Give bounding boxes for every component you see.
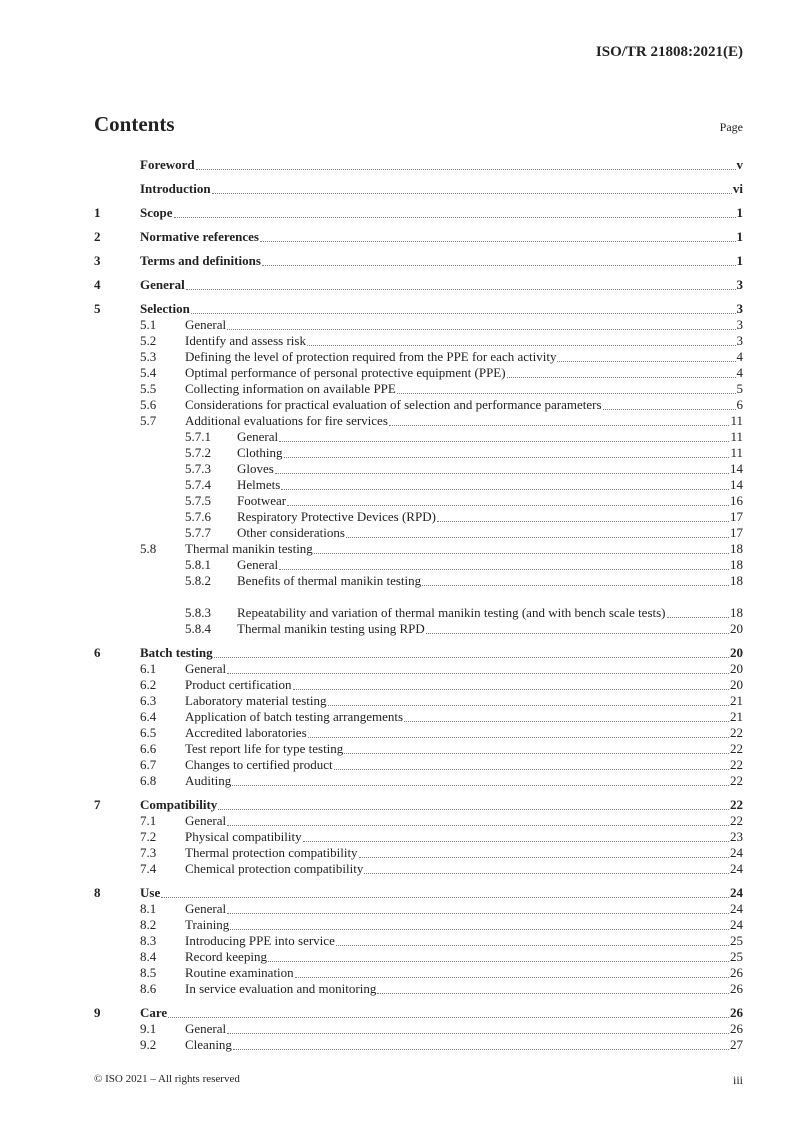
toc-entry-number: 5.4: [140, 365, 157, 380]
toc-entry-page: 3: [736, 301, 743, 316]
toc-entry-number: 5.6: [140, 397, 157, 412]
toc-entry-title: Identify and assess risk: [185, 333, 306, 348]
dot-leader: [230, 929, 729, 930]
toc-entry-page: 26: [730, 1021, 743, 1036]
toc-entry[interactable]: [94, 885, 743, 901]
dot-leader: [268, 961, 729, 962]
toc-entry-page: 21: [730, 709, 743, 724]
toc-entry-page: 24: [730, 845, 743, 860]
toc-entry[interactable]: [94, 253, 743, 269]
toc-entry[interactable]: [94, 397, 743, 413]
toc-entry[interactable]: [94, 461, 743, 477]
toc-entry[interactable]: [94, 157, 743, 173]
dot-leader: [359, 857, 729, 858]
toc-entry-page: 20: [730, 621, 743, 636]
dot-leader: [667, 617, 729, 618]
dot-leader: [334, 769, 729, 770]
toc-entry-number: 6.6: [140, 741, 157, 756]
dot-leader: [344, 753, 729, 754]
dot-leader: [196, 169, 736, 170]
toc-entry[interactable]: [94, 965, 743, 981]
dot-leader: [287, 505, 729, 506]
toc-entry-number: 5.5: [140, 381, 157, 396]
toc-entry-title: Care: [140, 1005, 168, 1020]
toc-entry-page: 22: [730, 797, 743, 812]
dot-leader: [426, 633, 729, 634]
toc-entry-page: 3: [736, 317, 743, 332]
toc-entry-title: Introducing PPE into service: [185, 933, 335, 948]
toc-entry-title: Laboratory material testing: [185, 693, 327, 708]
toc-entry-number: 5.7.7: [185, 525, 211, 540]
toc-entry-number: 5.8.4: [185, 621, 211, 636]
toc-entry[interactable]: [94, 725, 743, 741]
dot-leader: [233, 1049, 729, 1050]
toc-entry[interactable]: [94, 1021, 743, 1037]
toc-entry[interactable]: [94, 693, 743, 709]
toc-entry-number: 5.7.5: [185, 493, 211, 508]
toc-entry-title: Helmets: [237, 477, 281, 492]
toc-entry-number: 5.8: [140, 541, 157, 556]
toc-entry-title: Foreword: [140, 157, 195, 172]
toc-entry-page: 26: [730, 1005, 743, 1020]
toc-entry-page: 4: [736, 365, 743, 380]
dot-leader: [260, 241, 736, 242]
toc-entry-page: 22: [730, 757, 743, 772]
dot-leader: [191, 313, 736, 314]
toc-entry-number: 8.3: [140, 933, 157, 948]
dot-leader: [314, 553, 729, 554]
toc-entry-page: 11: [730, 429, 743, 444]
toc-entry-page: 22: [730, 725, 743, 740]
toc-entry-page: 14: [730, 461, 743, 476]
toc-entry-title: Routine examination: [185, 965, 294, 980]
toc-entry-title: Use: [140, 885, 161, 900]
toc-entry-number: 8: [94, 885, 101, 900]
toc-entry-page: vi: [732, 181, 743, 196]
toc-entry-page: 18: [730, 605, 743, 620]
dot-leader: [227, 1033, 729, 1034]
toc-entry-title: General: [185, 901, 227, 916]
toc-entry-title: Collecting information on available PPE: [185, 381, 396, 396]
toc-entry-page: 20: [730, 661, 743, 676]
toc-entry-page: 4: [736, 349, 743, 364]
toc-entry[interactable]: [94, 333, 743, 349]
dot-leader: [422, 585, 729, 586]
dot-leader: [227, 825, 729, 826]
toc-entry[interactable]: [94, 477, 743, 493]
toc-entry-title: Thermal manikin testing: [185, 541, 313, 556]
toc-entry-page: 25: [730, 949, 743, 964]
dot-leader: [214, 657, 729, 658]
dot-leader: [328, 705, 729, 706]
toc-entry-title: General: [185, 813, 227, 828]
toc-entry-number: 5.8.3: [185, 605, 211, 620]
toc-entry-number: 3: [94, 253, 101, 268]
toc-entry-title: Physical compatibility: [185, 829, 302, 844]
dot-leader: [232, 785, 729, 786]
toc-entry-title: Additional evaluations for fire services: [185, 413, 388, 428]
toc-entry[interactable]: [94, 525, 743, 541]
toc-entry-page: 24: [730, 885, 743, 900]
toc-entry-number: 7.1: [140, 813, 157, 828]
toc-entry-number: 6.3: [140, 693, 157, 708]
toc-entry[interactable]: [94, 829, 743, 845]
table-of-contents: [94, 157, 743, 1053]
toc-entry-title: General: [185, 661, 227, 676]
toc-entry[interactable]: [94, 493, 743, 509]
dot-leader: [186, 289, 736, 290]
dot-leader: [284, 457, 730, 458]
dot-leader: [307, 345, 736, 346]
toc-entry-title: Changes to certified product: [185, 757, 333, 772]
toc-entry-page: 24: [730, 901, 743, 916]
dot-leader: [507, 377, 736, 378]
toc-entry-title: Batch testing: [140, 645, 213, 660]
toc-entry-title: In service evaluation and monitoring: [185, 981, 377, 996]
toc-entry-title: Footwear: [237, 493, 287, 508]
toc-entry-page: 1: [736, 205, 743, 220]
dot-leader: [275, 473, 729, 474]
toc-entry-title: Clothing: [237, 445, 283, 460]
dot-leader: [279, 569, 729, 570]
toc-entry-page: 20: [730, 677, 743, 692]
toc-entry-number: 5.1: [140, 317, 157, 332]
toc-entry-page: 26: [730, 981, 743, 996]
toc-entry-title: General: [237, 429, 279, 444]
toc-entry-title: Selection: [140, 301, 190, 316]
toc-entry[interactable]: [94, 901, 743, 917]
toc-entry[interactable]: [94, 205, 743, 221]
toc-entry-number: 8.2: [140, 917, 157, 932]
toc-entry-title: Application of batch testing arrangements: [185, 709, 404, 724]
toc-entry-page: 14: [730, 477, 743, 492]
toc-entry-title: General: [237, 557, 279, 572]
dot-leader: [603, 409, 736, 410]
toc-entry-number: 6.5: [140, 725, 157, 740]
toc-entry-number: 6.1: [140, 661, 157, 676]
toc-entry[interactable]: [94, 797, 743, 813]
toc-entry-number: 6.4: [140, 709, 157, 724]
toc-entry-title: Thermal protection compatibility: [185, 845, 358, 860]
toc-entry[interactable]: [94, 573, 743, 589]
toc-entry[interactable]: [94, 645, 743, 661]
toc-entry-title: Training: [185, 917, 230, 932]
toc-entry-title: Auditing: [185, 773, 232, 788]
dot-leader: [397, 393, 736, 394]
toc-entry-page: 17: [730, 525, 743, 540]
toc-entry-page: 27: [730, 1037, 743, 1052]
toc-entry-number: 6.7: [140, 757, 157, 772]
dot-leader: [281, 489, 729, 490]
toc-entry-page: 26: [730, 965, 743, 980]
toc-entry-title: Thermal manikin testing using RPD: [237, 621, 425, 636]
footer-copyright: © ISO 2021 – All rights reserved: [94, 1073, 240, 1085]
toc-entry-title: Accredited laboratories: [185, 725, 307, 740]
toc-entry[interactable]: [94, 813, 743, 829]
toc-entry[interactable]: [94, 773, 743, 789]
toc-entry[interactable]: [94, 541, 743, 557]
toc-entry-page: 25: [730, 933, 743, 948]
page-title: Contents: [94, 112, 175, 136]
toc-entry-number: 7.4: [140, 861, 157, 876]
toc-entry-title: Normative references: [140, 229, 259, 244]
toc-entry[interactable]: [94, 317, 743, 333]
toc-entry-title: Introduction: [140, 181, 211, 196]
toc-entry-number: 8.1: [140, 901, 157, 916]
toc-entry-title: Compatibility: [140, 797, 218, 812]
dot-leader: [557, 361, 735, 362]
toc-entry-page: 24: [730, 917, 743, 932]
toc-entry-title: Defining the level of protection required from the PPE for each activity: [185, 349, 557, 364]
toc-entry-page: 11: [730, 445, 743, 460]
toc-entry-number: 5.7.2: [185, 445, 211, 460]
toc-entry[interactable]: [94, 845, 743, 861]
toc-entry[interactable]: [94, 933, 743, 949]
toc-entry[interactable]: [94, 445, 743, 461]
dot-leader: [293, 689, 730, 690]
toc-entry[interactable]: [94, 757, 743, 773]
toc-entry[interactable]: [94, 861, 743, 877]
toc-entry-page: v: [736, 157, 743, 172]
toc-entry-title: Chemical protection compatibility: [185, 861, 364, 876]
toc-entry-page: 1: [736, 253, 743, 268]
toc-entry[interactable]: [94, 589, 743, 621]
toc-entry-title: General: [140, 277, 185, 292]
dot-leader: [346, 537, 729, 538]
toc-entry-number: 5.7.6: [185, 509, 211, 524]
dot-leader: [389, 425, 730, 426]
toc-entry-number: 5.2: [140, 333, 157, 348]
toc-entry[interactable]: [94, 709, 743, 725]
toc-entry-title: Scope: [140, 205, 173, 220]
toc-entry-number: 5.7.4: [185, 477, 211, 492]
dot-leader: [218, 809, 729, 810]
toc-entry-title: General: [185, 317, 227, 332]
dot-leader: [161, 897, 729, 898]
toc-entry-page: 18: [730, 573, 743, 588]
toc-entry-title: Optimal performance of personal protective equipment (PPE): [185, 365, 506, 380]
toc-entry[interactable]: [94, 949, 743, 965]
toc-entry[interactable]: [94, 981, 743, 997]
dot-leader: [227, 913, 729, 914]
toc-entry-page: 18: [730, 557, 743, 572]
toc-entry-page: 16: [730, 493, 743, 508]
toc-entry-title: Repeatability and variation of thermal manikin testing (and with bench scale tests): [237, 605, 666, 620]
toc-entry-title: Respiratory Protective Devices (RPD): [237, 509, 436, 524]
dot-leader: [227, 329, 735, 330]
dot-leader: [377, 993, 729, 994]
toc-entry-title: Considerations for practical evaluation of selection and performance parameters: [185, 397, 602, 412]
dot-leader: [308, 737, 729, 738]
toc-entry-page: 22: [730, 773, 743, 788]
toc-entry[interactable]: [94, 277, 743, 293]
toc-entry-number: 8.5: [140, 965, 157, 980]
dot-leader: [364, 873, 729, 874]
document-id-header: ISO/TR 21808:2021(E): [595, 44, 743, 60]
toc-entry-number: 8.4: [140, 949, 157, 964]
toc-entry-page: 20: [730, 645, 743, 660]
toc-entry-number: 9.1: [140, 1021, 157, 1036]
toc-entry-page: 5: [736, 381, 743, 396]
toc-entry-title: Test report life for type testing: [185, 741, 344, 756]
toc-entry-number: 8.6: [140, 981, 157, 996]
toc-entry[interactable]: [94, 381, 743, 397]
toc-entry[interactable]: [94, 429, 743, 445]
toc-entry-number: 5.8.1: [185, 557, 211, 572]
dot-leader: [404, 721, 729, 722]
toc-entry-title: Benefits of thermal manikin testing: [237, 573, 422, 588]
toc-entry-number: 6.8: [140, 773, 157, 788]
toc-entry-number: 5.8.2: [185, 573, 211, 588]
toc-entry[interactable]: [94, 1005, 743, 1021]
dot-leader: [437, 521, 729, 522]
dot-leader: [212, 193, 732, 194]
toc-entry-number: 2: [94, 229, 101, 244]
toc-entry-page: 1: [736, 229, 743, 244]
toc-entry-page: 23: [730, 829, 743, 844]
dot-leader: [227, 673, 729, 674]
toc-entry-number: 5.7: [140, 413, 157, 428]
dot-leader: [295, 977, 729, 978]
toc-entry[interactable]: [94, 741, 743, 757]
dot-leader: [168, 1017, 729, 1018]
toc-entry[interactable]: [94, 621, 743, 637]
toc-entry-title: Other considerations: [237, 525, 345, 540]
toc-entry-number: 7.3: [140, 845, 157, 860]
toc-entry[interactable]: [94, 677, 743, 693]
toc-entry-number: 9: [94, 1005, 101, 1020]
toc-entry[interactable]: [94, 349, 743, 365]
toc-entry-number: 5.7.3: [185, 461, 211, 476]
toc-entry-number: 7.2: [140, 829, 157, 844]
toc-entry[interactable]: [94, 917, 743, 933]
toc-entry-page: 3: [736, 333, 743, 348]
dot-leader: [336, 945, 729, 946]
toc-entry-number: 7: [94, 797, 101, 812]
toc-entry-title: Gloves: [237, 461, 274, 476]
toc-entry[interactable]: [94, 301, 743, 317]
toc-entry-number: 9.2: [140, 1037, 157, 1052]
toc-entry-page: 3: [736, 277, 743, 292]
page-column-label: Page: [719, 120, 743, 134]
toc-entry-page: 22: [730, 813, 743, 828]
toc-entry-title: Cleaning: [185, 1037, 232, 1052]
toc-entry-page: 11: [730, 413, 743, 428]
toc-entry-page: 22: [730, 741, 743, 756]
toc-entry-page: 21: [730, 693, 743, 708]
toc-entry[interactable]: [94, 557, 743, 573]
toc-entry-number: 5.7.1: [185, 429, 211, 444]
toc-entry-page: 6: [736, 397, 743, 412]
toc-entry[interactable]: [94, 413, 743, 429]
toc-entry-title: Record keeping: [185, 949, 267, 964]
toc-entry-title: Terms and definitions: [140, 253, 261, 268]
toc-entry-number: 4: [94, 277, 101, 292]
toc-entry[interactable]: [94, 181, 743, 197]
toc-entry-number: 1: [94, 205, 101, 220]
toc-entry-page: 17: [730, 509, 743, 524]
toc-entry[interactable]: [94, 365, 743, 381]
toc-entry[interactable]: [94, 661, 743, 677]
dot-leader: [174, 217, 736, 218]
dot-leader: [262, 265, 736, 266]
toc-entry-page: 18: [730, 541, 743, 556]
toc-entry-number: 5.3: [140, 349, 157, 364]
toc-entry-title: Product certification: [185, 677, 292, 692]
toc-entry-number: 5: [94, 301, 101, 316]
dot-leader: [279, 441, 729, 442]
toc-entry-number: 6.2: [140, 677, 157, 692]
toc-entry[interactable]: [94, 1037, 743, 1053]
toc-entry[interactable]: [94, 509, 743, 525]
footer-page-number: iii: [732, 1073, 743, 1087]
toc-entry-title: General: [185, 1021, 227, 1036]
dot-leader: [303, 841, 729, 842]
toc-entry-page: 24: [730, 861, 743, 876]
toc-entry[interactable]: [94, 229, 743, 245]
toc-entry-number: 6: [94, 645, 101, 660]
